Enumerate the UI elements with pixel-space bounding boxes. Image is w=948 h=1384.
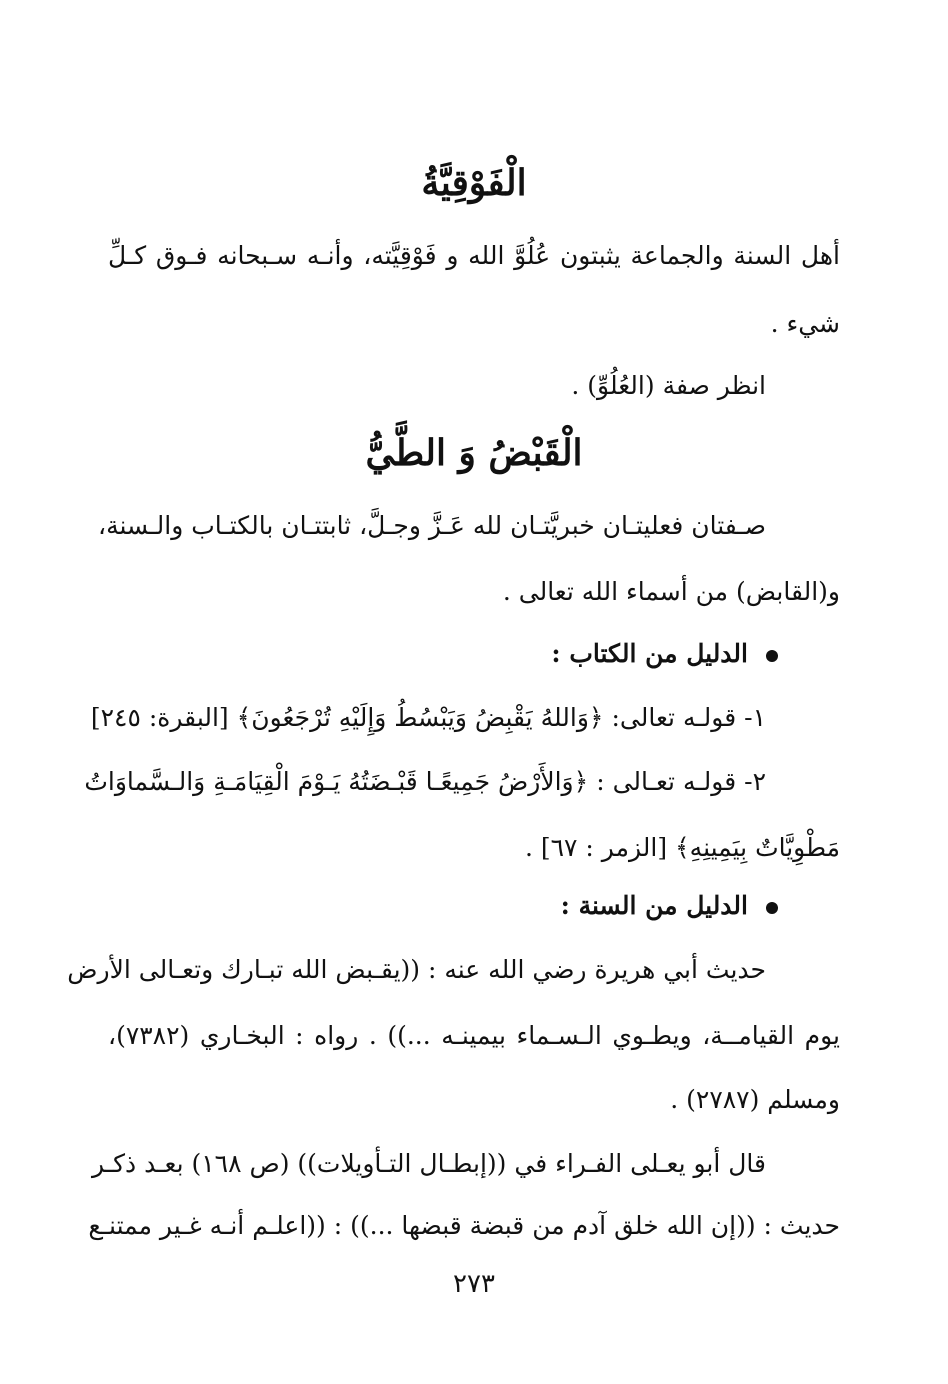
bullet-icon — [766, 902, 778, 914]
see-also-line: انظر صفة (العُلُوِّ) . — [571, 371, 766, 400]
hadith-line: حديث أبي هريرة رضي الله عنه : ((يقـبض الله تبـارك وتعـالى الأرض — [67, 955, 766, 984]
hadith-line: ومسلم (٢٧٨٧) . — [670, 1085, 840, 1114]
quote-line: حديث : ((إن الله خلق آدم من قبضة قبضها ...)) : ((اعلـم أنـه غـير ممتنـع — [88, 1211, 840, 1240]
quran-evidence-heading — [551, 634, 778, 674]
section-title-qabd-tayy: الْقَبْضُ وَ الطَّيُّ — [365, 432, 583, 474]
body-line: أهل السنة والجماعة يثبتون عُلُوَّ الله و فَوْقِيَّته، وأنـه سـبحانه فـوق كـلِّ — [108, 241, 840, 270]
body-line: شيء . — [770, 309, 840, 338]
bullet-icon — [766, 650, 778, 662]
quran-evidence-label: الدليل من الكتاب : — [551, 639, 748, 668]
quran-verse-line: ٢- قولـه تعـالى : ﴿وَالأَرْضُ جَمِيعًـا قَبْـضَتُهُ يَـوْمَ الْقِيَامَـةِ وَالـسَّماوَاتُ — [84, 767, 766, 796]
body-line: و(القابض) من أسماء الله تعالى . — [502, 577, 840, 606]
sunnah-evidence-label: الدليل من السنة : — [560, 891, 748, 920]
quote-line: قال أبو يعـلى الفـراء في ((إبطـال التـأويلات)) (ص ١٦٨) بعـد ذكـر — [91, 1149, 766, 1178]
sunnah-evidence-heading — [561, 886, 778, 926]
body-line: صـفتان فعليتـان خبريَّتـان لله عَـزَّ وجـلَّ، ثابتتـان بالكتـاب والـسنة، — [98, 511, 766, 540]
quran-verse-line: ١- قولـه تعالى: ﴿وَاللهُ يَقْبِضُ وَيَبْسُطُ وَإِلَيْهِ تُرْجَعُونَ﴾ [البقرة: ٢٤٥] — [90, 703, 766, 732]
section-title-fawqiyya: الْفَوْقِيَّةُ — [421, 162, 527, 204]
hadith-line: يوم القيامــة، ويطـوي الـسـماء بيمينـه ...)) . رواه : البخـاري (٧٣٨٢)، — [108, 1021, 840, 1050]
quran-verse-line: مَطْوِيَّاتٌ بِيَمِينِهِ﴾ [الزمر : ٦٧] . — [524, 833, 840, 862]
page-number: ٢٧٣ — [453, 1269, 495, 1299]
